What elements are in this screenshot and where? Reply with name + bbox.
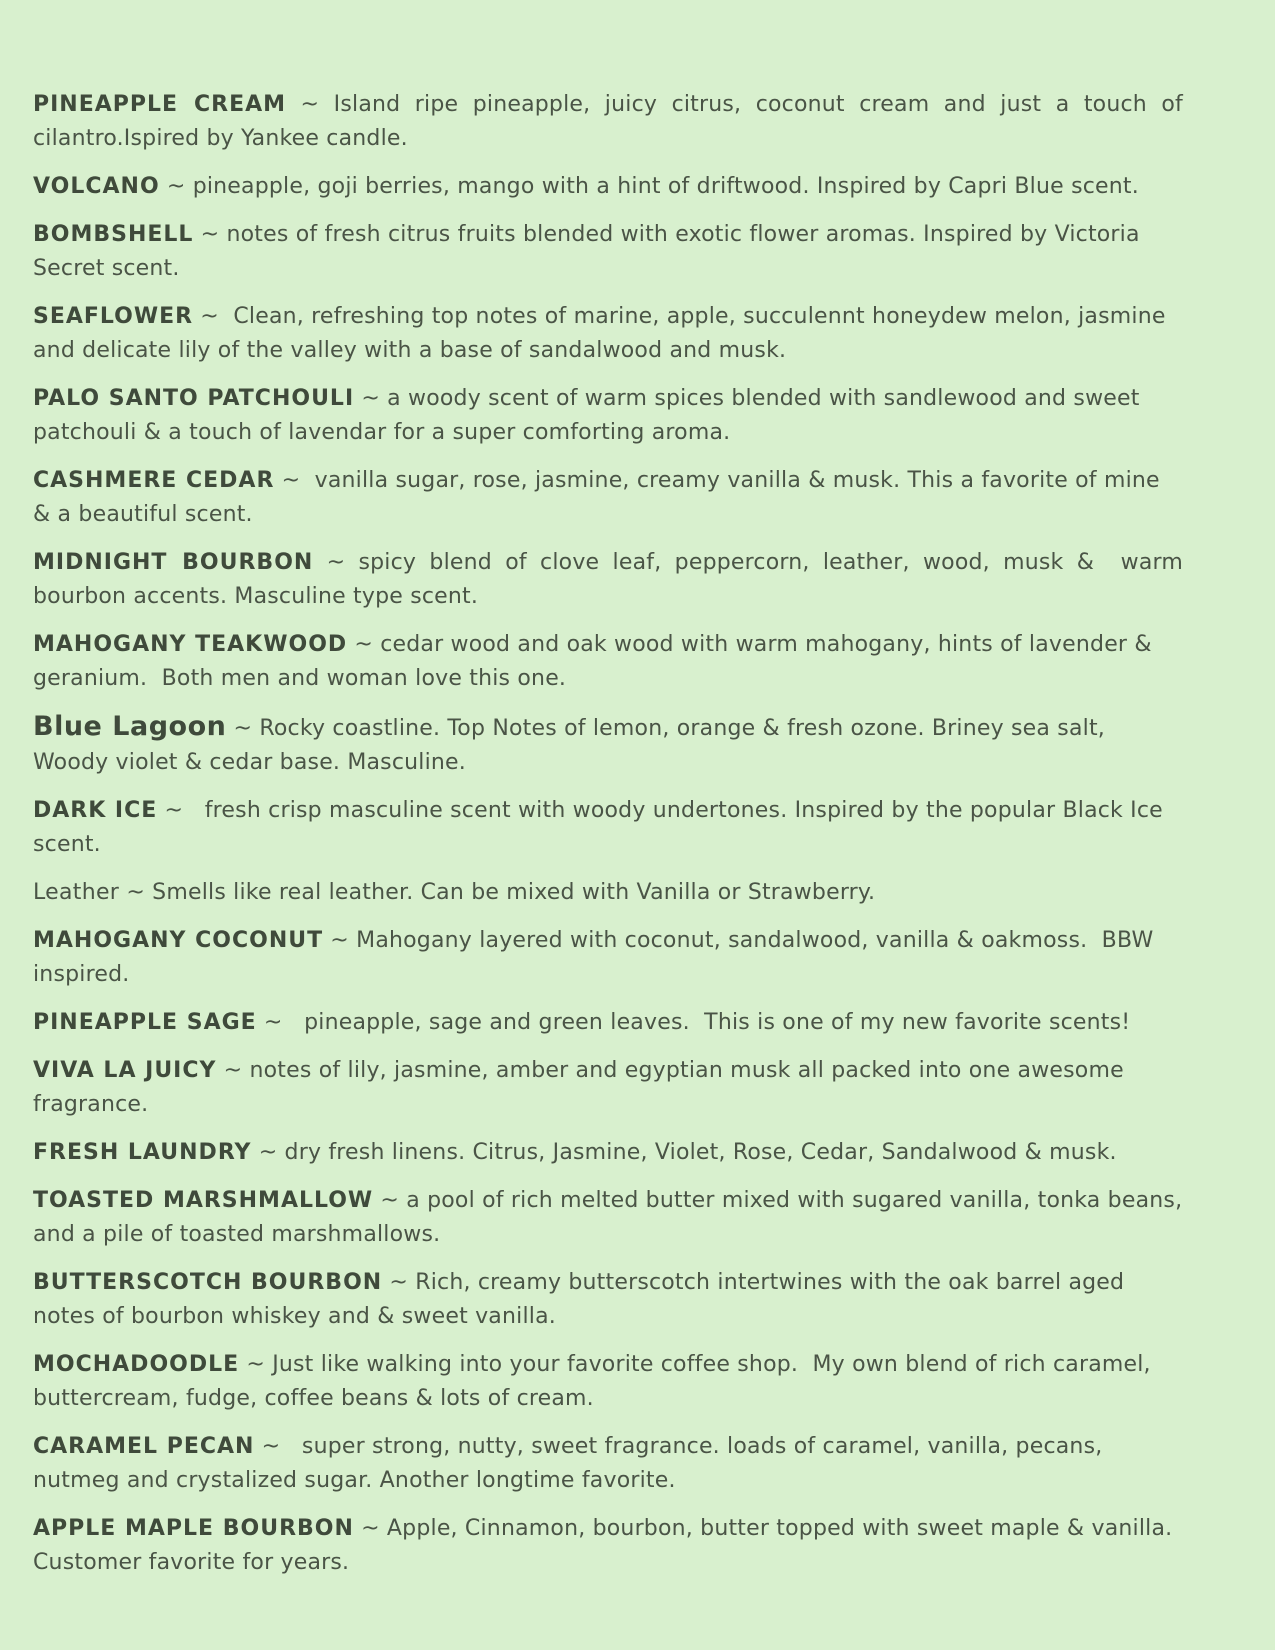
scent-name: CASHMERE CEDAR [33, 468, 275, 493]
scent-description: Island ripe pineapple, juicy citrus, coconut cream and just a touch of cilantro.Ispired by Yankee candle. [33, 92, 1191, 151]
scent-description: a pool of rich melted butter mixed with sugared vanilla, tonka beans, and a pile of toasted marshmallows. [33, 1188, 1190, 1247]
scent-name: VIVA LA JUICY [33, 1058, 217, 1083]
tilde-separator: ~ [239, 1352, 273, 1377]
scent-name: DARK ICE [33, 798, 158, 823]
scent-entry-seaflower [33, 300, 1183, 368]
scent-description: Rich, creamy butterscotch intertwines with the oak barrel aged notes of bourbon whiskey and & sweet vanilla. [33, 1270, 1132, 1329]
tilde-separator: ~ [254, 1434, 288, 1459]
tilde-separator: ~ [286, 92, 334, 117]
scent-description: notes of fresh citrus fruits blended with exotic flower aromas. Inspired by Victoria Secret scent. [33, 222, 1147, 281]
scent-entry-volcano [33, 170, 1183, 204]
tilde-separator: ~ [313, 550, 359, 575]
scent-name: MIDNIGHT BOURBON [33, 550, 314, 575]
scent-name: VOLCANO [33, 174, 160, 199]
scent-name: TOASTED MARSHMALLOW [33, 1188, 374, 1213]
tilde-separator: ~ [157, 798, 191, 823]
scent-entry-blue-lagoon [33, 710, 1183, 780]
scent-name: BUTTERSCOTCH BOURBON [33, 1270, 383, 1295]
tilde-separator: ~ [353, 1516, 387, 1541]
scent-name: PINEAPPLE CREAM [33, 92, 287, 117]
scent-description: Just like walking into your favorite coffee shop. My own blend of rich caramel, buttercream, fudge, coffee beans & lots of cream. [33, 1352, 1158, 1411]
scent-description: Mahogany layered with coconut, sandalwood, vanilla & oakmoss. BBW inspired. [33, 928, 1161, 987]
scent-description: vanilla sugar, rose, jasmine, creamy vanilla & musk. This a favorite of mine & a beautiful scent. [33, 468, 1167, 527]
scent-description: a woody scent of warm spices blended with sandlewood and sweet patchouli & a touch of lavendar for a super comforting aroma. [33, 386, 1147, 445]
scent-description: super strong, nutty, sweet fragrance. loads of caramel, vanilla, pecans, nutmeg and crystalized sugar. Another longtime favorite. [33, 1434, 1110, 1493]
scent-entry-pineapple-cream [33, 88, 1191, 156]
scent-description: pineapple, sage and green leaves. This is one of my new favorite scents! [289, 1010, 1131, 1035]
scent-name: PALO SANTO PATCHOULI [33, 386, 355, 411]
scent-entry-toasted-marshmallow [33, 1184, 1190, 1252]
scent-name: MAHOGANY TEAKWOOD [33, 632, 348, 657]
scent-entry-fresh-laundry [33, 1136, 1183, 1170]
scent-entry-apple-maple-bourbon [33, 1512, 1183, 1580]
scent-description: Clean, refreshing top notes of marine, apple, succulennt honeydew melon, jasmine and delicate lily of the valley with a base of sandalwood and musk. [33, 304, 1173, 363]
scent-name: CARAMEL PECAN [33, 1434, 255, 1459]
tilde-separator: ~ [256, 1010, 290, 1035]
tilde-separator: ~ [251, 1140, 285, 1165]
tilde-separator: ~ [373, 1188, 407, 1213]
tilde-separator: ~ [382, 1270, 416, 1295]
scent-entry-caramel-pecan [33, 1430, 1183, 1498]
scent-name: Blue Lagoon [33, 711, 227, 742]
scent-entry-palo-santo-patchouli [33, 382, 1183, 450]
tilde-separator: ~ [216, 1058, 250, 1083]
scent-list [33, 88, 1191, 1580]
scent-entry-leather [33, 876, 1183, 910]
tilde-separator: ~ [193, 304, 227, 329]
scent-description: notes of lily, jasmine, amber and egyptian musk all packed into one awesome fragrance. [33, 1058, 1132, 1117]
scent-description: dry fresh linens. Citrus, Jasmine, Violet, Rose, Cedar, Sandalwood & musk. [284, 1140, 1117, 1165]
scent-description: spicy blend of clove leaf, peppercorn, leather, wood, musk & warm bourbon accents. Masculine type scent. [33, 550, 1191, 609]
scent-name: Leather [33, 880, 120, 905]
tilde-separator: ~ [193, 222, 227, 247]
scent-description: cedar wood and oak wood with warm mahogany, hints of lavender & geranium. Both men and woman love this one. [33, 632, 1159, 691]
scent-description: Rocky coastline. Top Notes of lemon, orange & fresh ozone. Briney sea salt, Woody violet & cedar base. Masculine. [33, 716, 1113, 775]
tilde-separator: ~ [274, 468, 308, 493]
scent-entry-midnight-bourbon [33, 546, 1191, 614]
tilde-separator: ~ [119, 880, 153, 905]
scent-name: SEAFLOWER [33, 304, 194, 329]
scent-description: Apple, Cinnamon, bourbon, butter topped with sweet maple & vanilla. Customer favorite for years. [33, 1516, 1180, 1575]
scent-entry-butterscotch-bourbon [33, 1266, 1183, 1334]
tilde-separator: ~ [226, 716, 260, 741]
scent-entry-mochadoodle [33, 1348, 1183, 1416]
tilde-separator: ~ [159, 174, 193, 199]
scent-entry-bombshell [33, 218, 1183, 286]
scent-description: Smells like real leather. Can be mixed with Vanilla or Strawberry. [152, 880, 876, 905]
scent-name: PINEAPPLE SAGE [33, 1010, 257, 1035]
scent-name: APPLE MAPLE BOURBON [33, 1516, 354, 1541]
tilde-separator: ~ [323, 928, 357, 953]
scent-entry-mahogany-coconut [33, 924, 1183, 992]
scent-entry-pineapple-sage [33, 1006, 1183, 1040]
scent-description: pineapple, goji berries, mango with a hint of driftwood. Inspired by Capri Blue scent. [192, 174, 1139, 199]
tilde-separator: ~ [354, 386, 388, 411]
scent-entry-viva-la-juicy [33, 1054, 1183, 1122]
scent-name: MAHOGANY COCONUT [33, 928, 324, 953]
scent-entry-dark-ice [33, 794, 1183, 862]
scent-entry-mahogany-teakwood [33, 628, 1183, 696]
scent-entry-cashmere-cedar [33, 464, 1183, 532]
scent-description: fresh crisp masculine scent with woody undertones. Inspired by the popular Black Ice scent. [33, 798, 1171, 857]
scent-name: MOCHADOODLE [33, 1352, 240, 1377]
tilde-separator: ~ [347, 632, 381, 657]
scent-name: BOMBSHELL [33, 222, 194, 247]
scent-name: FRESH LAUNDRY [33, 1140, 252, 1165]
